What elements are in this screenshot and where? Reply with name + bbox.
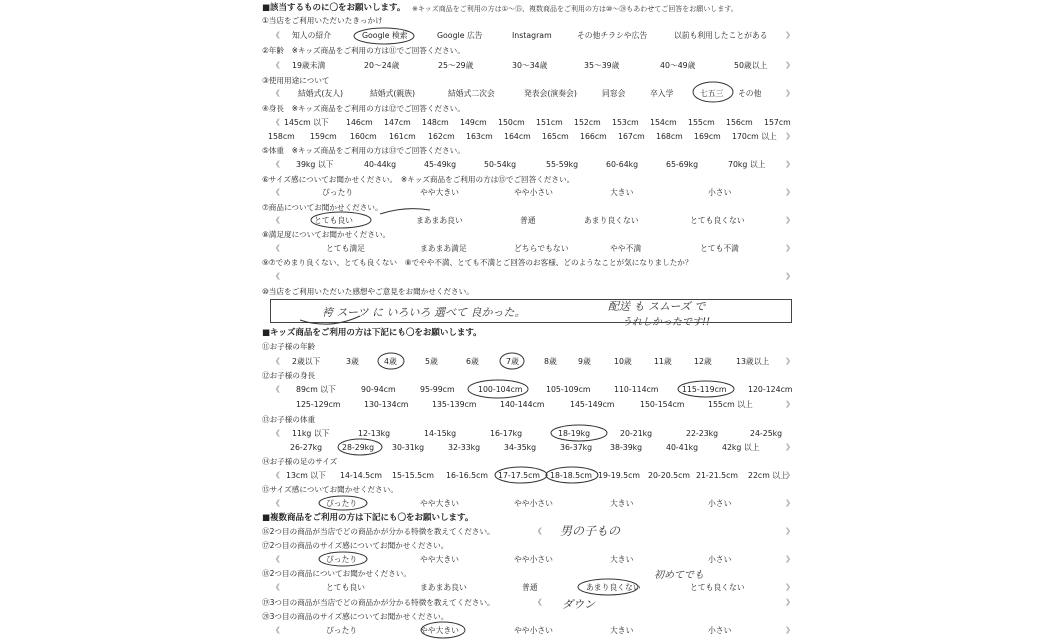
option: 40～49歳 [660, 61, 696, 70]
kids-section-header: ■キッズ商品をご利用の方は下記にも〇をお願いします。 [262, 328, 482, 338]
bracket-open: 《 [272, 118, 280, 127]
option: やや小さい [514, 626, 553, 635]
bracket-open: 《 [272, 160, 280, 169]
bracket-open: 《 [272, 244, 280, 253]
option: 卒入学 [650, 89, 674, 98]
option: 13cm 以下 [286, 471, 326, 480]
bracket-close: 》 [786, 555, 794, 564]
bracket-open: 《 [272, 357, 280, 366]
bracket-open: 《 [272, 272, 280, 281]
bracket-open: 《 [272, 626, 280, 635]
option: 154cm [650, 118, 677, 127]
header-note: ※キッズ商品をご利用の方は①～⑮、複数商品をご利用の方は⑩～⑳もあわせてご回答をお願いします。 [412, 5, 738, 13]
option: あまり良くない [584, 216, 639, 225]
option-selected: 115-119cm [682, 385, 727, 394]
option: 結婚式二次会 [448, 89, 495, 98]
option: 大きい [610, 626, 634, 635]
option: ぴったり [322, 188, 354, 197]
bracket-close: 》 [786, 598, 794, 607]
option: 165cm [542, 132, 569, 141]
option-selected: 18-18.5cm [550, 471, 592, 480]
bracket-open: 《 [272, 583, 280, 592]
option: Google 広告 [437, 31, 483, 40]
option: 156cm [726, 118, 753, 127]
option: 150cm [498, 118, 525, 127]
option: 2歳以下 [292, 357, 321, 366]
q19-label: ⑲3つ目の商品が当店でどの商品かが分かる特徴を教えてください。 [262, 598, 495, 607]
option: 16-16.5cm [446, 471, 488, 480]
option-selected: 4歳 [384, 357, 397, 366]
option: その他 [738, 89, 762, 98]
option-selected: ぴったり [326, 555, 358, 564]
option: 32-33kg [448, 443, 481, 452]
option: 大きい [610, 499, 634, 508]
option: 24-25kg [750, 429, 783, 438]
option: 167cm [618, 132, 645, 141]
option: 20-21kg [620, 429, 653, 438]
bracket-close: 》 [786, 357, 794, 366]
bracket-close: 》 [786, 31, 794, 40]
option: ぴったり [326, 626, 358, 635]
option: 発表会(演奏会) [524, 89, 577, 98]
option: やや小さい [514, 555, 553, 564]
bracket-close: 》 [786, 272, 794, 281]
option: 60-64kg [606, 160, 639, 169]
q2-label: ②年齢 ※キッズ商品をご利用の方は⑪でご回答ください。 [262, 46, 465, 55]
option: 以前も利用したことがある [674, 31, 768, 40]
option: 39kg 以下 [296, 160, 334, 169]
option: 95-99cm [420, 385, 455, 394]
option: 5歳 [425, 357, 438, 366]
bracket-open: 《 [272, 471, 280, 480]
option: 89cm 以下 [296, 385, 336, 394]
option: 150-154cm [640, 400, 685, 409]
option: 65-69kg [666, 160, 699, 169]
bracket-close: 》 [786, 471, 794, 480]
bracket-close: 》 [786, 216, 794, 225]
bracket-open: 《 [534, 598, 542, 607]
option: 145cm 以下 [284, 118, 329, 127]
q14-label: ⑭お子様の足のサイズ [262, 457, 338, 466]
option: やや小さい [514, 499, 553, 508]
option: やや大きい [420, 499, 459, 508]
option: 30～34歳 [512, 61, 548, 70]
option: 130-134cm [364, 400, 409, 409]
q10-handwriting-1: 袴 スーツ に いろいろ 選べて 良かった。 [322, 306, 526, 319]
option: 普通 [520, 216, 536, 225]
option: 135-139cm [432, 400, 477, 409]
option: 161cm [389, 132, 416, 141]
option: 10歳 [614, 357, 632, 366]
option: 19歳未満 [292, 61, 326, 70]
option: 160cm [350, 132, 377, 141]
q8-label: ⑧満足度についてお聞かせください。 [262, 230, 391, 239]
q16-label: ⑯2つ目の商品が当店でどの商品かが分かる特徴を教えてください。 [262, 527, 495, 536]
option: 20-20.5cm [648, 471, 690, 480]
option: 40-44kg [364, 160, 397, 169]
bracket-close: 》 [786, 443, 794, 452]
option: 28-29kg [342, 443, 375, 452]
option: 40-41kg [666, 443, 699, 452]
option: とても良い [326, 583, 365, 592]
survey-sheet [262, 0, 802, 640]
option: 11歳 [654, 357, 672, 366]
option: 105-109cm [546, 385, 591, 394]
q11-label: ⑪お子様の年齢 [262, 342, 316, 351]
bracket-open: 《 [272, 89, 280, 98]
option: 22-23kg [686, 429, 719, 438]
bracket-open: 《 [272, 61, 280, 70]
q17-label: ⑰2つ目の商品のサイズ感についてお聞かせください。 [262, 541, 449, 550]
option: 小さい [708, 626, 732, 635]
bracket-open: 《 [272, 429, 280, 438]
option: 12歳 [694, 357, 712, 366]
option: やや大きい [420, 555, 459, 564]
bracket-close: 》 [786, 132, 794, 141]
option-selected: とても良い [314, 216, 353, 225]
option: どちらでもない [514, 244, 569, 253]
option: やや不満 [610, 244, 642, 253]
option: 164cm [504, 132, 531, 141]
option: 小さい [708, 555, 732, 564]
option: まあまあ良い [416, 216, 463, 225]
option: 42kg 以上 [722, 443, 760, 452]
option-selected: 七五三 [700, 89, 724, 98]
option: 3歳 [346, 357, 359, 366]
option: 50-54kg [484, 160, 517, 169]
option: 110-114cm [614, 385, 659, 394]
option: とても良くない [690, 583, 745, 592]
option: 20～24歳 [364, 61, 400, 70]
bracket-close: 》 [786, 626, 794, 635]
q3-label: ③使用用途について [262, 76, 330, 85]
option: 15-15.5cm [392, 471, 434, 480]
option: 大きい [610, 188, 634, 197]
option: 166cm [580, 132, 607, 141]
option: 22cm 以上 [748, 471, 788, 480]
bracket-close: 》 [786, 61, 794, 70]
bracket-close: 》 [786, 527, 794, 536]
option: 30-31kg [392, 443, 425, 452]
bracket-open: 《 [272, 499, 280, 508]
option: 6歳 [466, 357, 479, 366]
q12-label: ⑫お子様の身長 [262, 371, 316, 380]
option: 結婚式(友人) [298, 89, 344, 98]
bracket-open: 《 [272, 385, 280, 394]
option: 120-124cm [748, 385, 793, 394]
option: 同窓会 [602, 89, 626, 98]
q9-label: ⑨⑦でめまり良くない、とても良くない ⑧でやや不満、とても不満とご回答のお客様、どのようなことが気になりましたか？ [262, 258, 693, 267]
option: やや小さい [514, 188, 553, 197]
bracket-close: 》 [786, 244, 794, 253]
option: 148cm [422, 118, 449, 127]
option: 35～39歳 [584, 61, 620, 70]
option: 146cm [346, 118, 373, 127]
option: まあまあ良い [420, 583, 467, 592]
option: 163cm [466, 132, 493, 141]
option: 7歳 [506, 357, 519, 366]
option: 157cm [764, 118, 791, 127]
q20-label: ⑳3つ目の商品のサイズ感についてお聞かせください。 [262, 612, 449, 621]
option: 155cm 以上 [708, 400, 753, 409]
option: その他チラシや広告 [577, 31, 648, 40]
option: 158cm [268, 132, 295, 141]
option: 普通 [522, 583, 538, 592]
multi-section-header: ■複数商品をご利用の方は下記にも〇をお願いします。 [262, 513, 474, 523]
q10-label: ⑩当店をご利用いただいた感想やご意見をお聞かせください。 [262, 287, 474, 296]
option: 知人の紹介 [292, 31, 331, 40]
q10-handwriting-3: うれしかったです!! [622, 317, 711, 328]
bracket-close: 》 [786, 400, 794, 409]
option: 45-49kg [424, 160, 457, 169]
option: やや大きい [420, 188, 459, 197]
option: 14-15kg [424, 429, 457, 438]
option: 36-37kg [560, 443, 593, 452]
option: 9歳 [578, 357, 591, 366]
bracket-open: 《 [272, 31, 280, 40]
option: 159cm [310, 132, 337, 141]
option: 140-144cm [500, 400, 545, 409]
bracket-close: 》 [786, 583, 794, 592]
option: 8歳 [544, 357, 557, 366]
q16-handwriting: 男の子もの [560, 524, 621, 538]
option-selected: 18-19kg [558, 429, 591, 438]
option: Instagram [512, 31, 552, 40]
option: 小さい [708, 188, 732, 197]
option: 169cm [694, 132, 721, 141]
bracket-close: 》 [786, 499, 794, 508]
option: まあまあ満足 [420, 244, 467, 253]
option: 55-59kg [546, 160, 579, 169]
option: 125-129cm [296, 400, 341, 409]
option-selected: 17-17.5cm [498, 471, 540, 480]
option: 13歳以上 [736, 357, 770, 366]
option: 50歳以上 [734, 61, 768, 70]
option: とても満足 [326, 244, 365, 253]
option: 34-35kg [504, 443, 537, 452]
option: 大きい [610, 555, 634, 564]
bracket-open: 《 [272, 216, 280, 225]
bracket-open: 《 [272, 555, 280, 564]
option: 21-21.5cm [696, 471, 738, 480]
bracket-close: 》 [786, 188, 794, 197]
option-selected: ぴったり [326, 499, 358, 508]
q5-label: ⑤体重 ※キッズ商品をご利用の方は⑬でご回答ください。 [262, 146, 465, 155]
option: とても不満 [700, 244, 739, 253]
option: 153cm [612, 118, 639, 127]
option: 38-39kg [610, 443, 643, 452]
option-selected: やや大きい [420, 626, 459, 635]
q4-label: ④身長 ※キッズ商品をご利用の方は⑫でご回答ください。 [262, 104, 465, 113]
option: 16-17kg [490, 429, 523, 438]
q1-label: ①当店をご利用いただいたきっかけ [262, 16, 383, 25]
header-title: ■該当するものに〇をお願いします。 [262, 3, 406, 13]
option: 170cm 以上 [732, 132, 777, 141]
option: 149cm [460, 118, 487, 127]
option: 小さい [708, 499, 732, 508]
q7-label: ⑦商品についてお聞かせください。 [262, 203, 383, 212]
option-selected: あまり良くない [586, 583, 641, 592]
q18-handwriting: 初めてでも [654, 570, 704, 581]
option: とても良くない [690, 216, 745, 225]
q6-label: ⑥サイズ感についてお聞かせください。 ※キッズ商品をご利用の方は⑮でご回答ください。 [262, 175, 575, 184]
option: 26-27kg [290, 443, 323, 452]
option: 162cm [428, 132, 455, 141]
option: 168cm [656, 132, 683, 141]
bracket-open: 《 [272, 188, 280, 197]
option: 90-94cm [361, 385, 396, 394]
option: 155cm [688, 118, 715, 127]
bracket-open: 《 [534, 527, 542, 536]
option: 70kg 以上 [728, 160, 766, 169]
q13-label: ⑬お子様の体重 [262, 415, 316, 424]
option: 結婚式(親族) [370, 89, 416, 98]
option: 147cm [384, 118, 411, 127]
option: 152cm [574, 118, 601, 127]
q15-label: ⑮サイズ感についてお聞かせください。 [262, 485, 398, 494]
q18-label: ⑱2つ目の商品についてお聞かせください。 [262, 569, 411, 578]
q19-handwriting: ダウン [562, 598, 595, 611]
option: 25～29歳 [438, 61, 474, 70]
option: 14-14.5cm [340, 471, 382, 480]
bracket-close: 》 [786, 89, 794, 98]
option-selected: 100-104cm [478, 385, 523, 394]
q10-handwriting-2: 配送 も スムーズ で [608, 300, 706, 313]
option: 12-13kg [358, 429, 391, 438]
option: 151cm [536, 118, 563, 127]
option: 145-149cm [570, 400, 615, 409]
bracket-close: 》 [786, 160, 794, 169]
option: 19-19.5cm [598, 471, 640, 480]
option: Google 検索 [362, 31, 408, 40]
option: 11kg 以下 [292, 429, 330, 438]
